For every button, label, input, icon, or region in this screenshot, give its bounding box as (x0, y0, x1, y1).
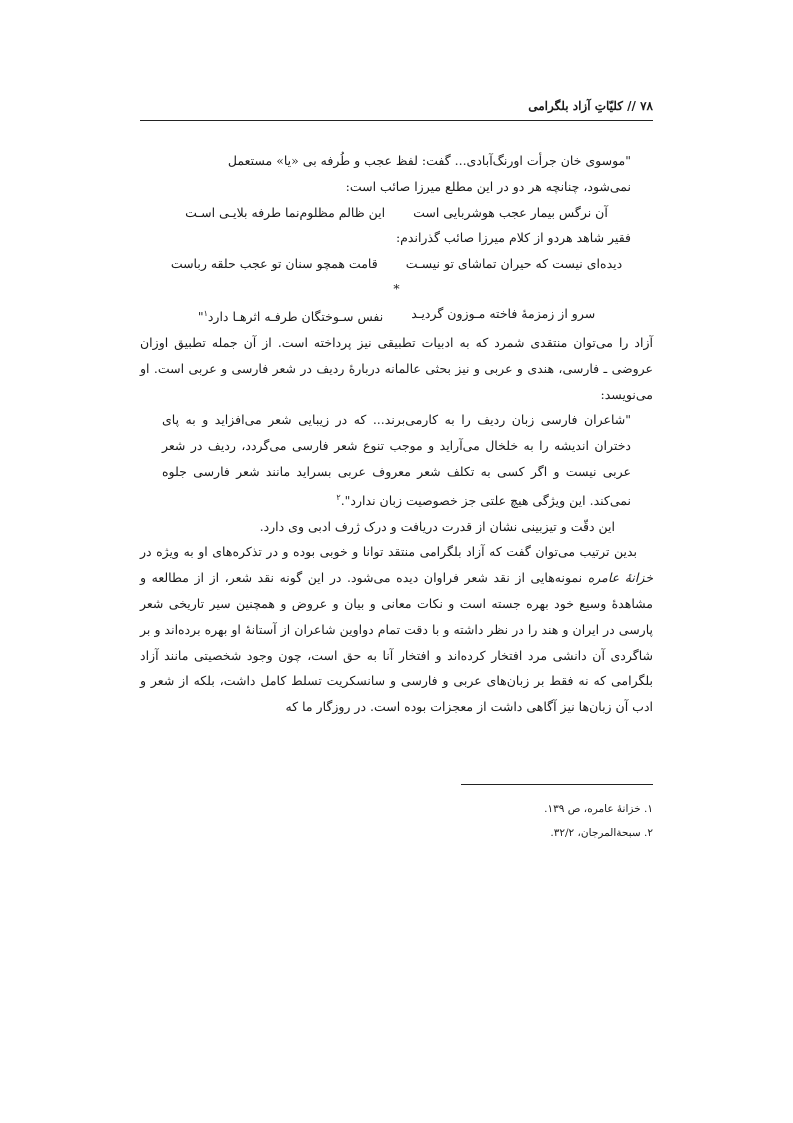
paragraph-note: این دقّت و تیزبینی نشان از قدرت دریافت و درک ژرف ادبی وی دارد. (259, 518, 615, 534)
verse-couplet-3 (162, 301, 631, 330)
running-header (140, 96, 653, 121)
book-title-italic: خزانهٔ عامره (587, 570, 653, 586)
verse-couplet-2 (162, 251, 631, 277)
paragraph-conclusion: بدین ترتیب می‌توان گفت که آزاد بلگرامی منتقد توانا و خوبی بوده و در تذکره‌های او به ویژه در خزانهٔ عامره نمونه‌هایی از نقد شعر فراوان دیده می‌شود. در این گونه نقد شعر، از از مطالعه و مشاهدهٔ وسیع خود بهره جسته است و نکات معانی و بیان و عروض و همچنین سیر تاریخی شعر پارسی در ایران و هند را در نظر داشته و با دقت تمام دواوین شاعران از آستانهٔ او بهره برده‌اند و بر شاگردی آن دانشی مرد افتخار کرده‌اند و افتخار آنا به حق است، چون وجود شخصیتی مانند آزاد بلگرامی که نه فقط بر زبان‌های عربی و فارسی و سانسکریت تسلط کامل داشت، بلکه از شعر و ادب آن زبان‌ها نیز آگاهی داشت از معجزات بوده است. در روزگار ما که (140, 544, 653, 715)
footnotes (140, 797, 653, 845)
paragraph-comparative: آزاد را می‌توان منتقدی شمرد که به ادبیات تطبیقی نیز پرداخته است. از آن جمله تطبیق اوزان عروضی ـ فارسی، هندی و عربی و نیز بحثی عالمانه دربارهٔ ردیف در شعر فارسی و عربی است. او می‌نویسد: (140, 334, 653, 402)
footnote-mark[interactable]: ۲ (336, 492, 341, 502)
verse-hemistich: قامت همچو سنان تو عجب حلقه رباست (170, 256, 378, 272)
footnote-mark[interactable]: ۱ (203, 308, 208, 318)
quote-block-1 (162, 148, 631, 330)
footnote-divider (461, 784, 653, 785)
header-title: ۷۸ // کلیّاتِ آزاد بلگرامی (528, 99, 653, 113)
verse-couplet-1 (162, 200, 631, 226)
verse-hemistich: این ظالم مظلوم‌نما طرفه بلایـی اسـت (185, 204, 386, 220)
quote-line: فقیر شاهد هردو از کلام میرزا صائب گذراندم: (395, 230, 631, 246)
quote-line: نمی‌شود، چنانچه هر دو در این مطلع میرزا صائب است: (345, 178, 631, 194)
footnote-2: ۲. سبحةالمرجان، ۳۲/۲. (550, 827, 653, 839)
verse-hemistich: دیده‌ای نیست که حیران تماشای تو نیسـت (405, 256, 623, 272)
quote-paragraph: "شاعران فارسی زبان ردیف را به کارمی‌برند... که در زیبایی شعر می‌افزاید و به پای دختران اندیشه را به خلخال می‌آراید و موجب تنوع شعر فارسی می‌گردد، ردیف در شعر عربی نیست و اگر کسی به تکلف شعر معروف عربی بسراید مانند شعر فارسی جلوه نمی‌کند. این ویژگی هیچ علتی جز خصوصیت زبان ندارد".$^۲$ (162, 412, 631, 508)
verse-hemistich-with-note: نفس سـوختگان طرفـه اثرهـا دارد$^۱$" (197, 308, 384, 325)
footnote-1: ۱. خزانهٔ عامره، ص ۱۳۹. (544, 803, 653, 815)
section-star: * (393, 280, 400, 296)
quote-block-2 (162, 407, 631, 539)
verse-hemistich: آن نرگس بیمار عجب هوشربایی است (413, 204, 608, 220)
main-text (140, 148, 653, 720)
verse-hemistich: سرو از زمزمهٔ فاخته مـوزون گردیـد (411, 305, 596, 321)
quote-line: "موسوی خان جرأت اورنگ‌آبادی... گفت: لفظ عجب و طُرفه بی «یا» مستعمل (227, 153, 631, 168)
